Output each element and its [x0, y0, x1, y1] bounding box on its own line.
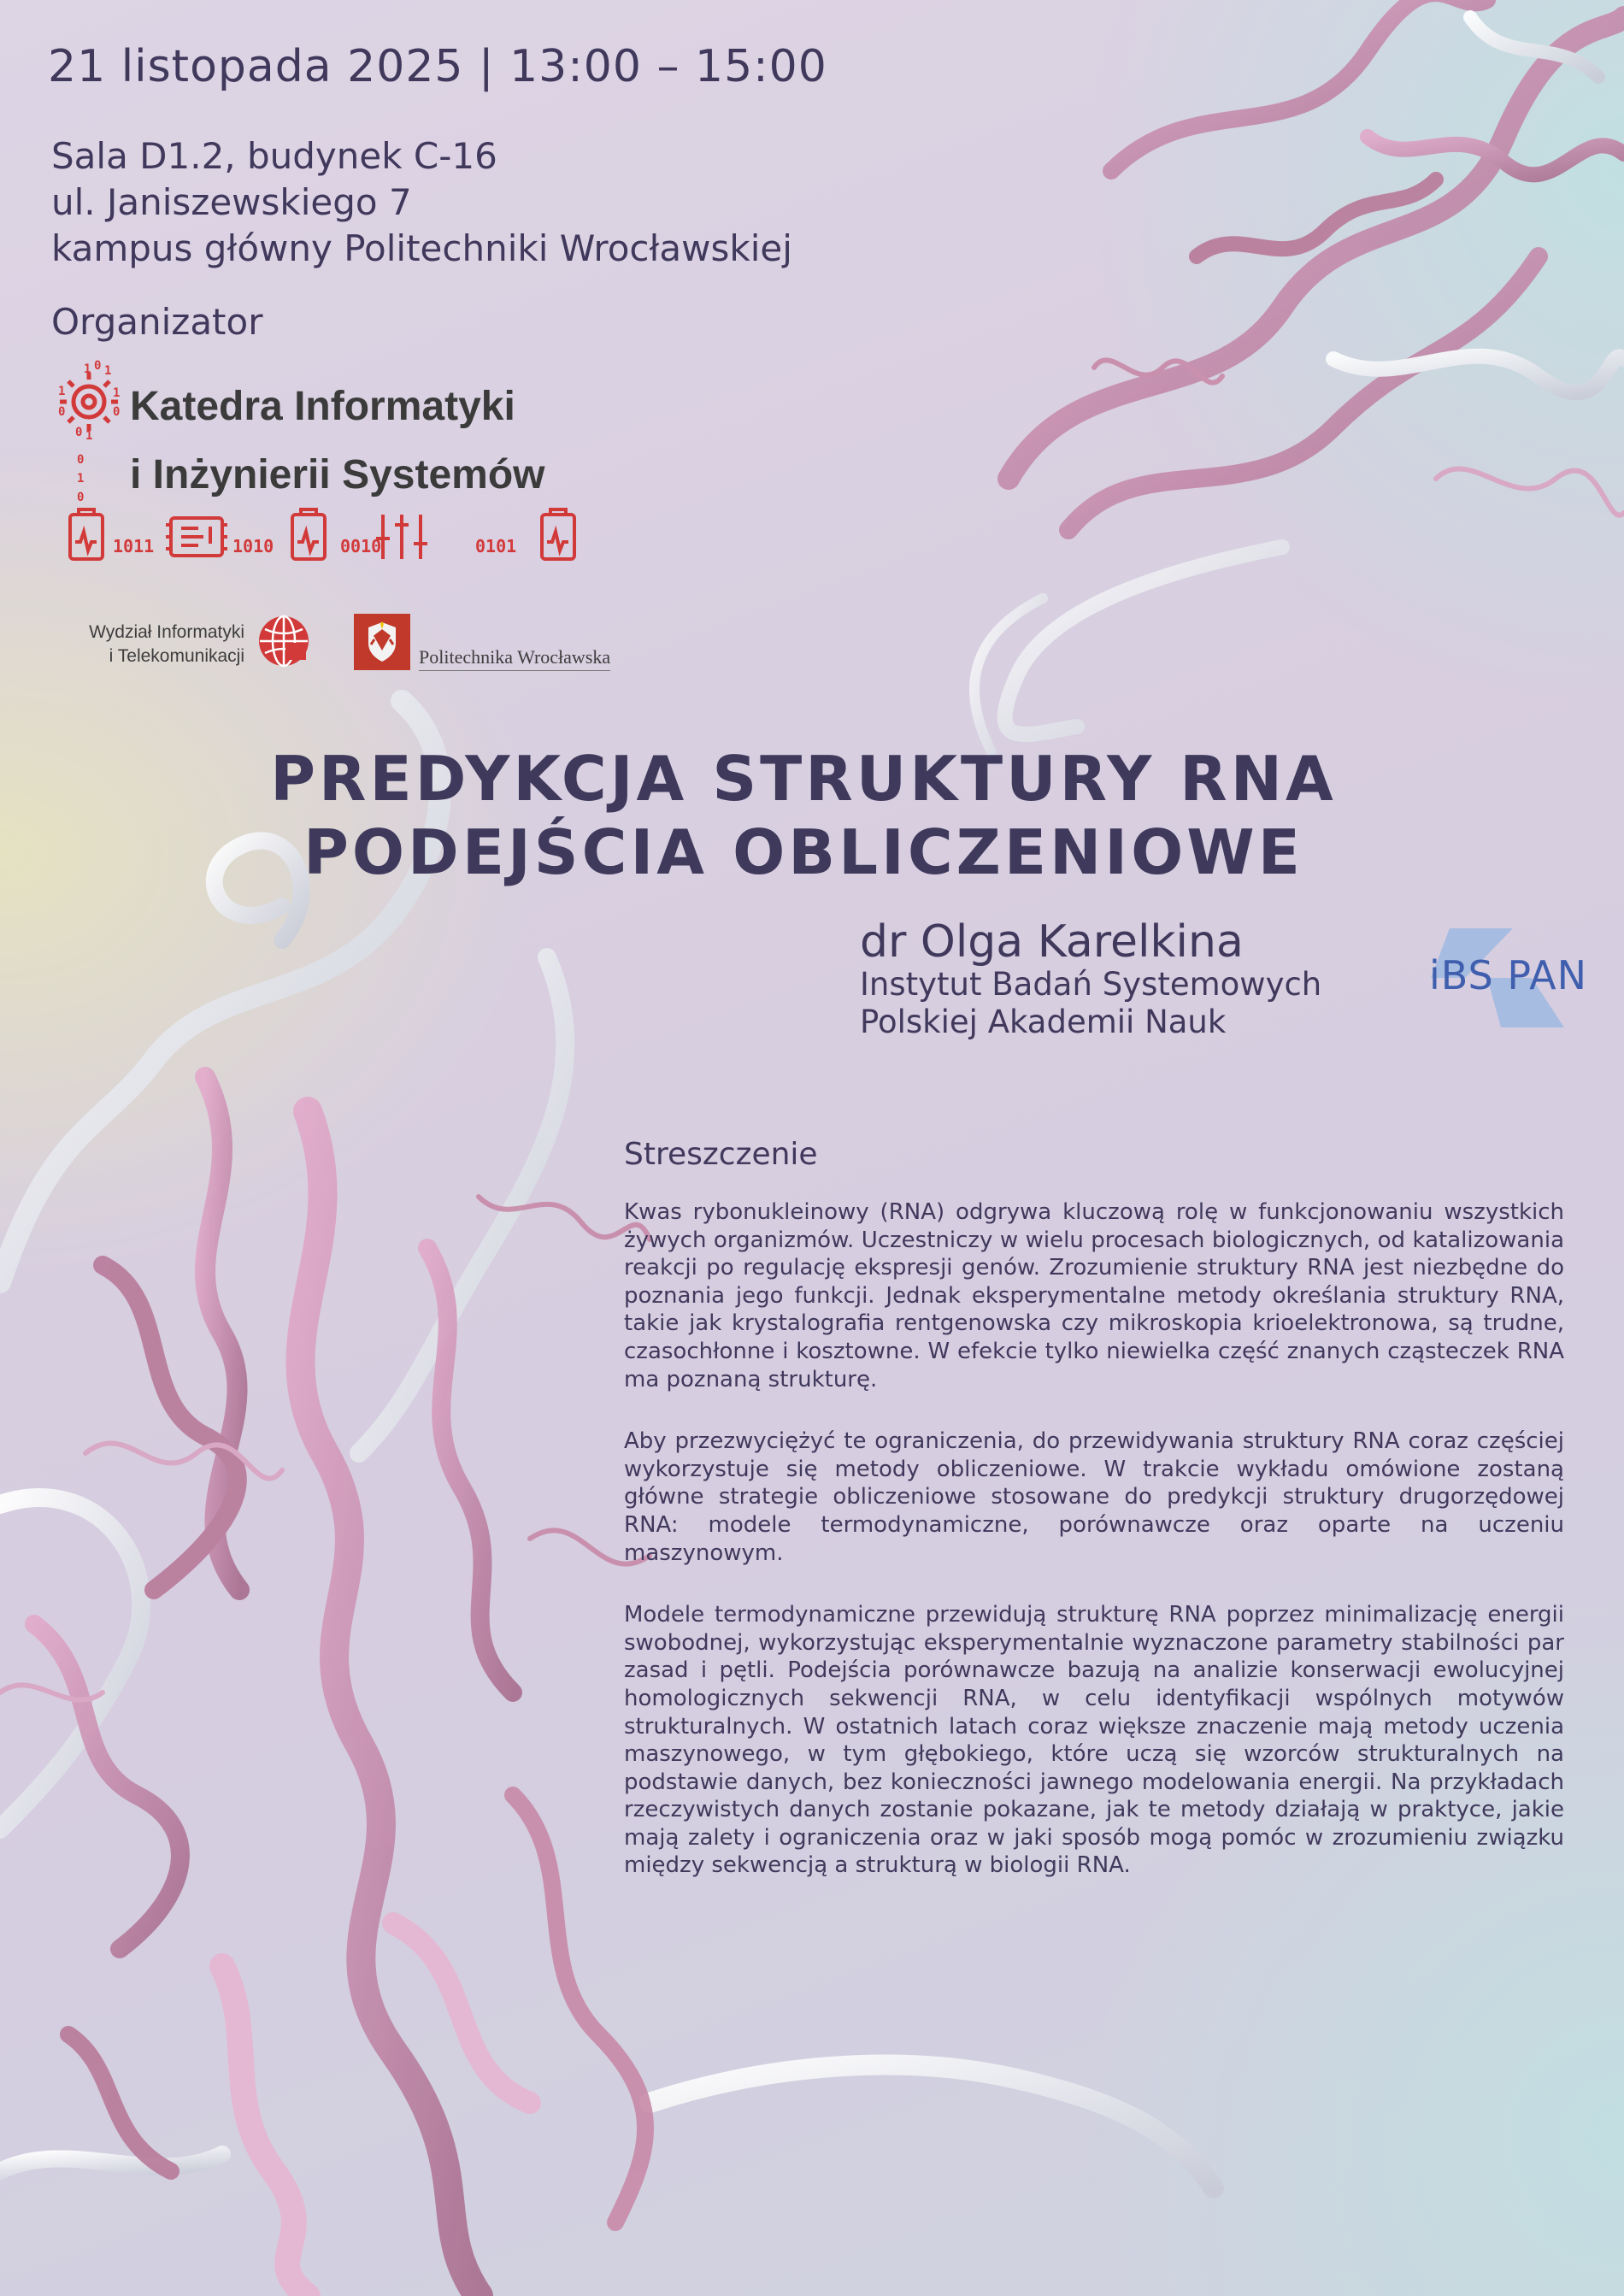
clipboard-pulse-icon [70, 509, 103, 559]
svg-text:0: 0 [58, 405, 66, 419]
event-venue [51, 133, 792, 272]
svg-text:1: 1 [113, 386, 121, 400]
abstract-paragraph: Kwas rybonukleinowy (RNA) odgrywa kluczową rolę w funkcjonowaniu wszystkich żywych organizmów. Uczestniczy w wielu procesach biologicznych, od katalizowania reakcji po regulację ekspresji genów. Zrozumienie struktury RNA jest niezbędne do poznania jego funkcji. Jednak eksperymentalne metody określania struktury RNA, takie jak krystalografia rentgenowska czy mikroskopia krioelektronowa, są trudne, czasochłonne i kosztowne. W efekcie tylko niewielka część znanych cząsteczek RNA ma poznaną strukturę. [624, 1199, 1564, 1392]
event-date-time: 21 listopada 2025 | 13:00 – 15:00 [48, 41, 827, 92]
svg-text:1: 1 [85, 429, 93, 443]
lecture-title [0, 742, 1607, 889]
affiliation-line: Polskiej Akademii Nauk [860, 1004, 1227, 1040]
abstract-paragraph: Modele termodynamiczne przewidują strukturę RNA poprzez minimalizację energii swobodnej, wykorzystując eksperymentalnie wyznaczone parametry stabilności par zasad i pętli. Podejścia porównawcze bazują na analizie konserwacji ewolucyjnej homologicznych sekwencji RNA, w celu identyfikacji wspólnych motywów strukturalnych. W ostatnich latach coraz większe znaczenie mają metody uczenia maszynowego, w tym głębokiego, które uczą się wzorców strukturalnych na podstawie danych, bez konieczności jawnego modelowania energii. Na przykładach rzeczywistych danych zostanie pokazane, jak te metody działają w praktyce, jakie mają zalety i ograniczenia oraz w jaki sposób mogą pomóc w zrozumieniu związku między sekwencją a strukturą w biologii RNA. [624, 1602, 1564, 1879]
globe-icon [256, 614, 311, 668]
gear-icon [60, 373, 121, 431]
circuit-board-icon [166, 518, 227, 556]
affiliation-line: Instytut Badań Systemowych [860, 966, 1322, 1003]
department-name [130, 373, 544, 509]
svg-text:1: 1 [84, 362, 91, 376]
venue-line: kampus główny Politechniki Wrocławskiej [51, 227, 792, 269]
binary-code: 0101 [475, 536, 517, 556]
abstract-paragraph: Aby przezwyciężyć te ograniczenia, do przewidywania struktury RNA coraz częściej wykorzystuje się metody obliczeniowe. W trakcie wykładu omówione zostaną główne strategie obliczeniowe stosowane do predykcji struktury drugorzędowej RNA: modele termodynamiczne, porównawcze oraz oparte na uczeniu maszynowym. [624, 1428, 1564, 1566]
svg-text:0: 0 [77, 491, 85, 504]
university-name: Politechnika Wrocławska [419, 646, 610, 671]
faculty-name-line: Wydział Informatyki [89, 622, 244, 642]
binary-code: 1010 [232, 536, 274, 556]
university-crest-icon [354, 614, 410, 670]
lecture-title-line: PODEJŚCIA OBLICZENIOWE [303, 816, 1303, 888]
lecture-title-line: PREDYKCJA STRUKTURY RNA [270, 743, 1337, 815]
abstract-heading: Streszczenie [624, 1137, 818, 1172]
svg-text:0: 0 [77, 453, 85, 467]
faculty-name-line: i Telekomunikacji [109, 646, 244, 666]
svg-text:1: 1 [104, 364, 112, 378]
svg-text:0: 0 [113, 405, 121, 419]
clipboard-pulse-icon [542, 509, 574, 559]
speaker-affiliation [860, 966, 1321, 1041]
svg-text:1: 1 [58, 385, 66, 398]
abstract-body [624, 1198, 1564, 1914]
ibs-pan-logo-text: iBS PAN [1429, 952, 1588, 998]
clipboard-pulse-icon [292, 509, 325, 559]
organizer-heading: Organizator [51, 301, 263, 343]
venue-line: Sala D1.2, budynek C-16 [51, 135, 497, 177]
faculty-name [60, 621, 244, 668]
sliders-icon [376, 515, 427, 559]
binary-code: 0010 [340, 536, 382, 556]
binary-code: 1011 [113, 536, 155, 556]
svg-text:0: 0 [94, 359, 102, 373]
svg-text:1: 1 [77, 472, 85, 486]
department-name-line: i Inżynierii Systemów [130, 452, 545, 497]
speaker-name: dr Olga Karelkina [860, 916, 1244, 968]
svg-text:0: 0 [75, 426, 83, 439]
department-name-line: Katedra Informatyki [130, 384, 515, 429]
venue-line: ul. Janiszewskiego 7 [51, 181, 412, 223]
